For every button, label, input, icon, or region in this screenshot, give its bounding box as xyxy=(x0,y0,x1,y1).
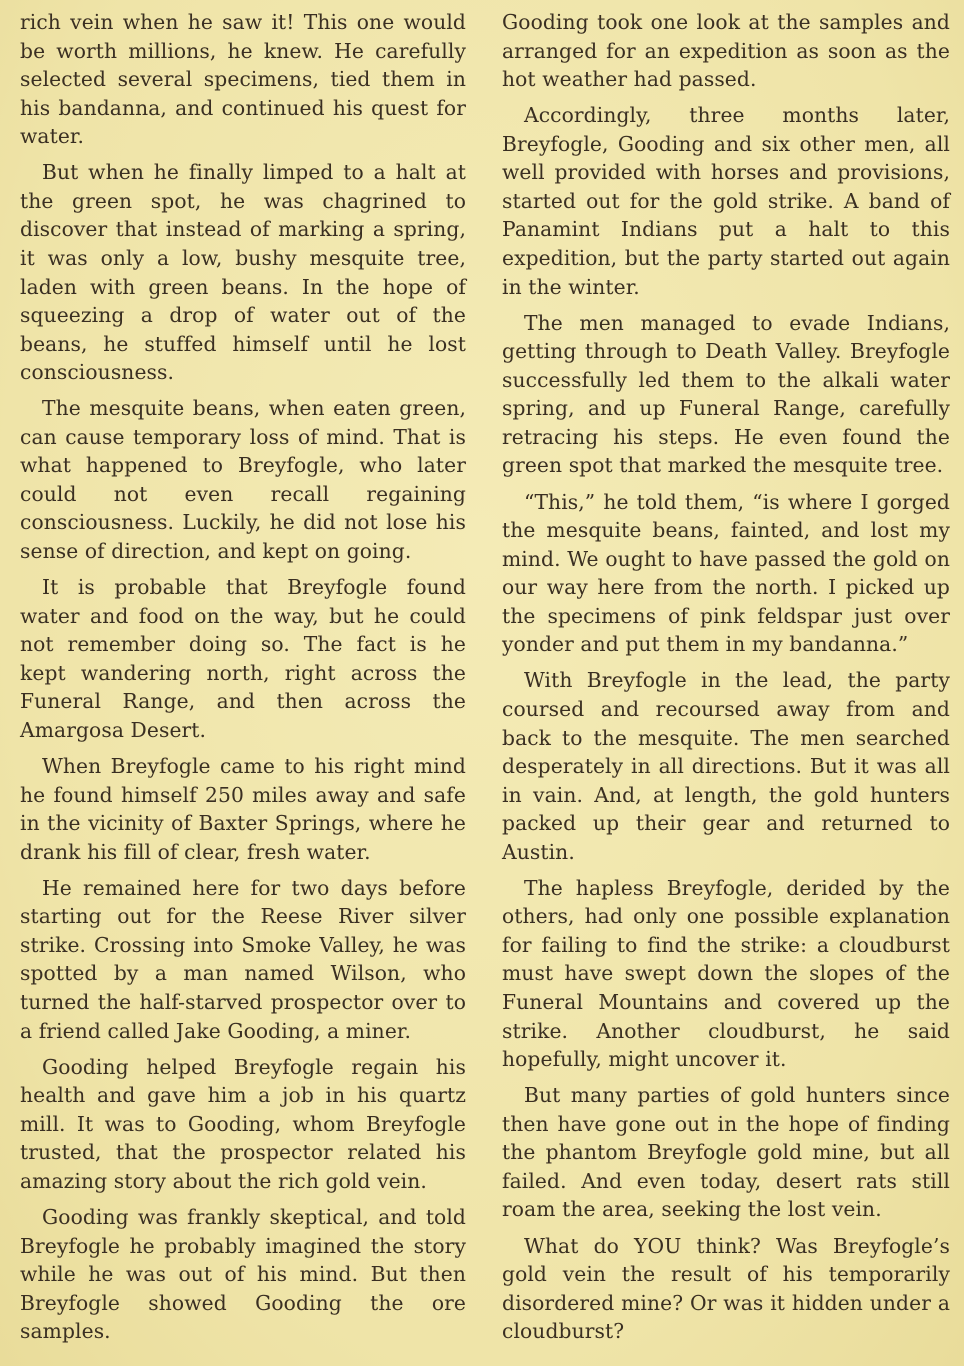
paragraph: Gooding took one look at the samples and arranged for an expedition as soon as the hot weather had passed. xyxy=(502,10,950,92)
paragraph: But many parties of gold hunters since then have gone out in the hope of finding the phantom Breyfogle gold mine, but all failed. And even today, desert rats still roam the area, seeking the lost vein. xyxy=(502,1083,950,1222)
paragraph: “This,” he told them, “is where I gorged the mesquite beans, fainted, and lost my mind. We ought to have passed the gold on our way here from the north. I picked up the specimens of pink feldspar just over yonder and put them in my bandanna.” xyxy=(502,489,950,657)
paragraph: What do YOU think? Was Breyfogle’s gold vein the result of his temporarily disordered mine? Or was it hidden under a cloudburst? xyxy=(502,1233,950,1344)
paragraph: It is probable that Breyfogle found water and food on the way, but he could not remember doing so. The fact is he kept wandering north, right across the Funeral Range, and then across the Amargosa Desert. xyxy=(20,575,466,742)
paragraph: The mesquite beans, when eaten green, can cause temporary loss of mind. That is what happened to Breyfogle, who later could not even recall regaining consciousness. Luckily, he did not lose his sense of direction, and kept on going. xyxy=(20,396,466,564)
paragraph: But when he finally limped to a halt at the green spot, he was chagrined to discover that instead of marking a spring, it was only a low, bushy mesquite tree, laden with green beans. In the hope of squeezing a drop of water out of the beans, he stuffed himself until he lost consciousness. xyxy=(20,160,466,385)
paragraph: Accordingly, three months later, Breyfogle, Gooding and six other men, all well provided with horses and provisions, started out for the gold strike. A band of Panamint Indians put a halt to this expedition, but the party started out again in the winter. xyxy=(502,103,950,299)
paragraph: He remained here for two days before starting out for the Reese River silver strike. Crossing into Smoke Valley, he was spotted by a man named Wilson, who turned the half-starved prospector over to a friend called Jake Gooding, a miner. xyxy=(20,875,466,1043)
paragraph: The hapless Breyfogle, derided by the others, had only one possible explanation for failing to find the strike: a cloudburst must have swept down the slopes of the Funeral Mountains and covered up the strike. Another cloudburst, he said hopefully, might uncover it. xyxy=(502,875,950,1072)
right-text-column xyxy=(502,8,950,1353)
paragraph: The men managed to evade Indians, getting through to Death Valley. Breyfogle successfully led them to the alkali water spring, and up Funeral Range, carefully retracing his steps. He even found the green spot that marked the mesquite tree. xyxy=(502,310,950,478)
paragraph: When Breyfogle came to his right mind he found himself 250 miles away and safe in the vicinity of Baxter Springs, where he drank his fill of clear, fresh water. xyxy=(20,754,466,864)
paragraph: Gooding helped Breyfogle regain his health and gave him a job in his quartz mill. It was to Gooding, whom Breyfogle trusted, that the prospector related his amazing story about the rich gold vein. xyxy=(20,1054,466,1193)
paragraph: rich vein when he saw it! This one would be worth millions, he knew. He carefully selected several specimens, tied them in his bandanna, and continued his quest for water. xyxy=(20,10,466,149)
paragraph: With Breyfogle in the lead, the party coursed and recoursed away from and back to the mesquite. The men searched desperately in all directions. But it was all in vain. And, at length, the gold hunters packed up their gear and returned to Austin. xyxy=(502,668,950,864)
left-text-column xyxy=(20,8,466,1353)
paragraph: Gooding was frankly skeptical, and told Breyfogle he probably imagined the story while he was out of his mind. But then Breyfogle showed Gooding the ore samples. xyxy=(20,1205,466,1344)
